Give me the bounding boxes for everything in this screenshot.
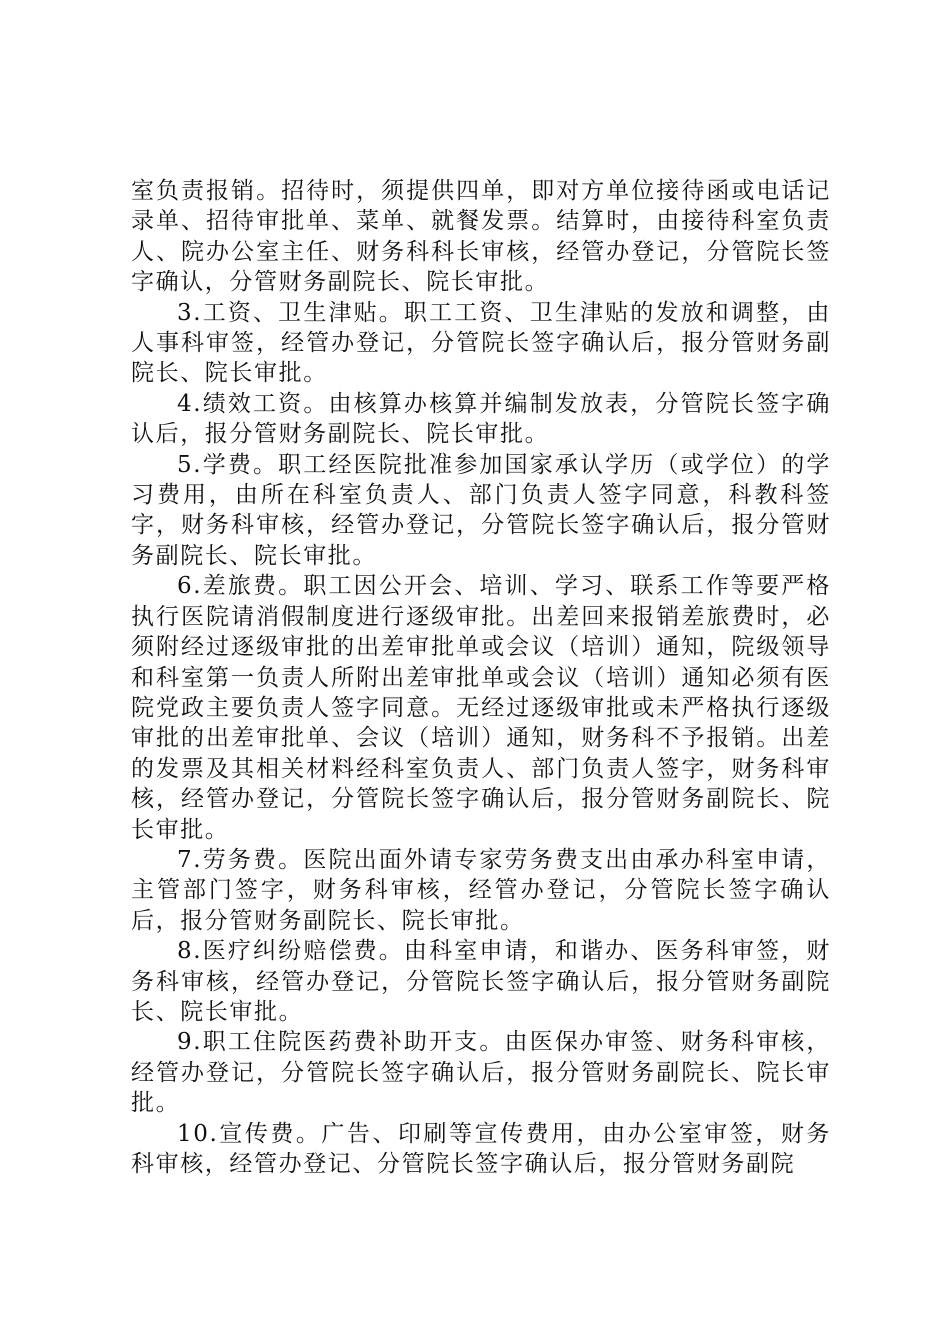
paragraph-travel-expenses: 6.差旅费。职工因公开会、培训、学习、联系工作等要严格执行医院请消假制度进行逐级审批。出差回来报销差旅费时，必须附经过逐级审批的出差审批单或会议（培训）通知，院级领导和科室第一负责人所附出差审批单或会议（培训）通知必须有医院党政主要负责人签字同意。无经过逐级审批或未严格执行逐级审批的出差审批单、会议（培训）通知，财务科不予报销。出差的发票及其相关材料经科室负责人、部门负责人签字，财务科审核，经管办登记，分管院长签字确认后，报分管财务副院长、院长审批。 (131, 573, 831, 843)
paragraph-wages: 3.工资、卫生津贴。职工工资、卫生津贴的发放和调整，由人事科审签，经管办登记，分管院长签字确认后，报分管财务副院长、院长审批。 (131, 299, 831, 387)
paragraph-labor-fees: 7.劳务费。医院出面外请专家劳务费支出由承办科室申请，主管部门签字，财务科审核，经管办登记，分管院长签字确认后，报分管财务副院长、院长审批。 (131, 846, 831, 934)
document-body (131, 176, 831, 1179)
paragraph-hospitalization-subsidy: 9.职工住院医药费补助开支。由医保办审签、财务科审核，经管办登记，分管院长签字确认后，报分管财务副院长、院长审批。 (131, 1029, 831, 1117)
paragraph-publicity-fees: 10.宣传费。广告、印刷等宣传费用，由办公室审签，财务科审核，经管办登记、分管院长签字确认后，报分管财务副院 (131, 1120, 831, 1177)
paragraph-dispute-compensation: 8.医疗纠纷赔偿费。由科室申请，和谐办、医务科审签，财务科审核，经管办登记，分管院长签字确认后，报分管财务副院长、院长审批。 (131, 938, 831, 1025)
paragraph-tuition: 5.学费。职工经医院批准参加国家承认学历（或学位）的学习费用，由所在科室负责人、部门负责人签字同意，科教科签字，财务科审核，经管办登记，分管院长签字确认后，报分管财务副院长、院长审批。 (131, 451, 831, 569)
paragraph-continuation: 室负责报销。招待时，须提供四单，即对方单位接待函或电话记录单、招待审批单、菜单、就餐发票。结算时，由接待科室负责人、院办公室主任、财务科科长审核，经管办登记，分管院长签字确认，分管财务副院长、院长审批。 (131, 178, 831, 296)
paragraph-performance-pay: 4.绩效工资。由核算办核算并编制发放表，分管院长签字确认后，报分管财务副院长、院长审批。 (131, 390, 831, 448)
